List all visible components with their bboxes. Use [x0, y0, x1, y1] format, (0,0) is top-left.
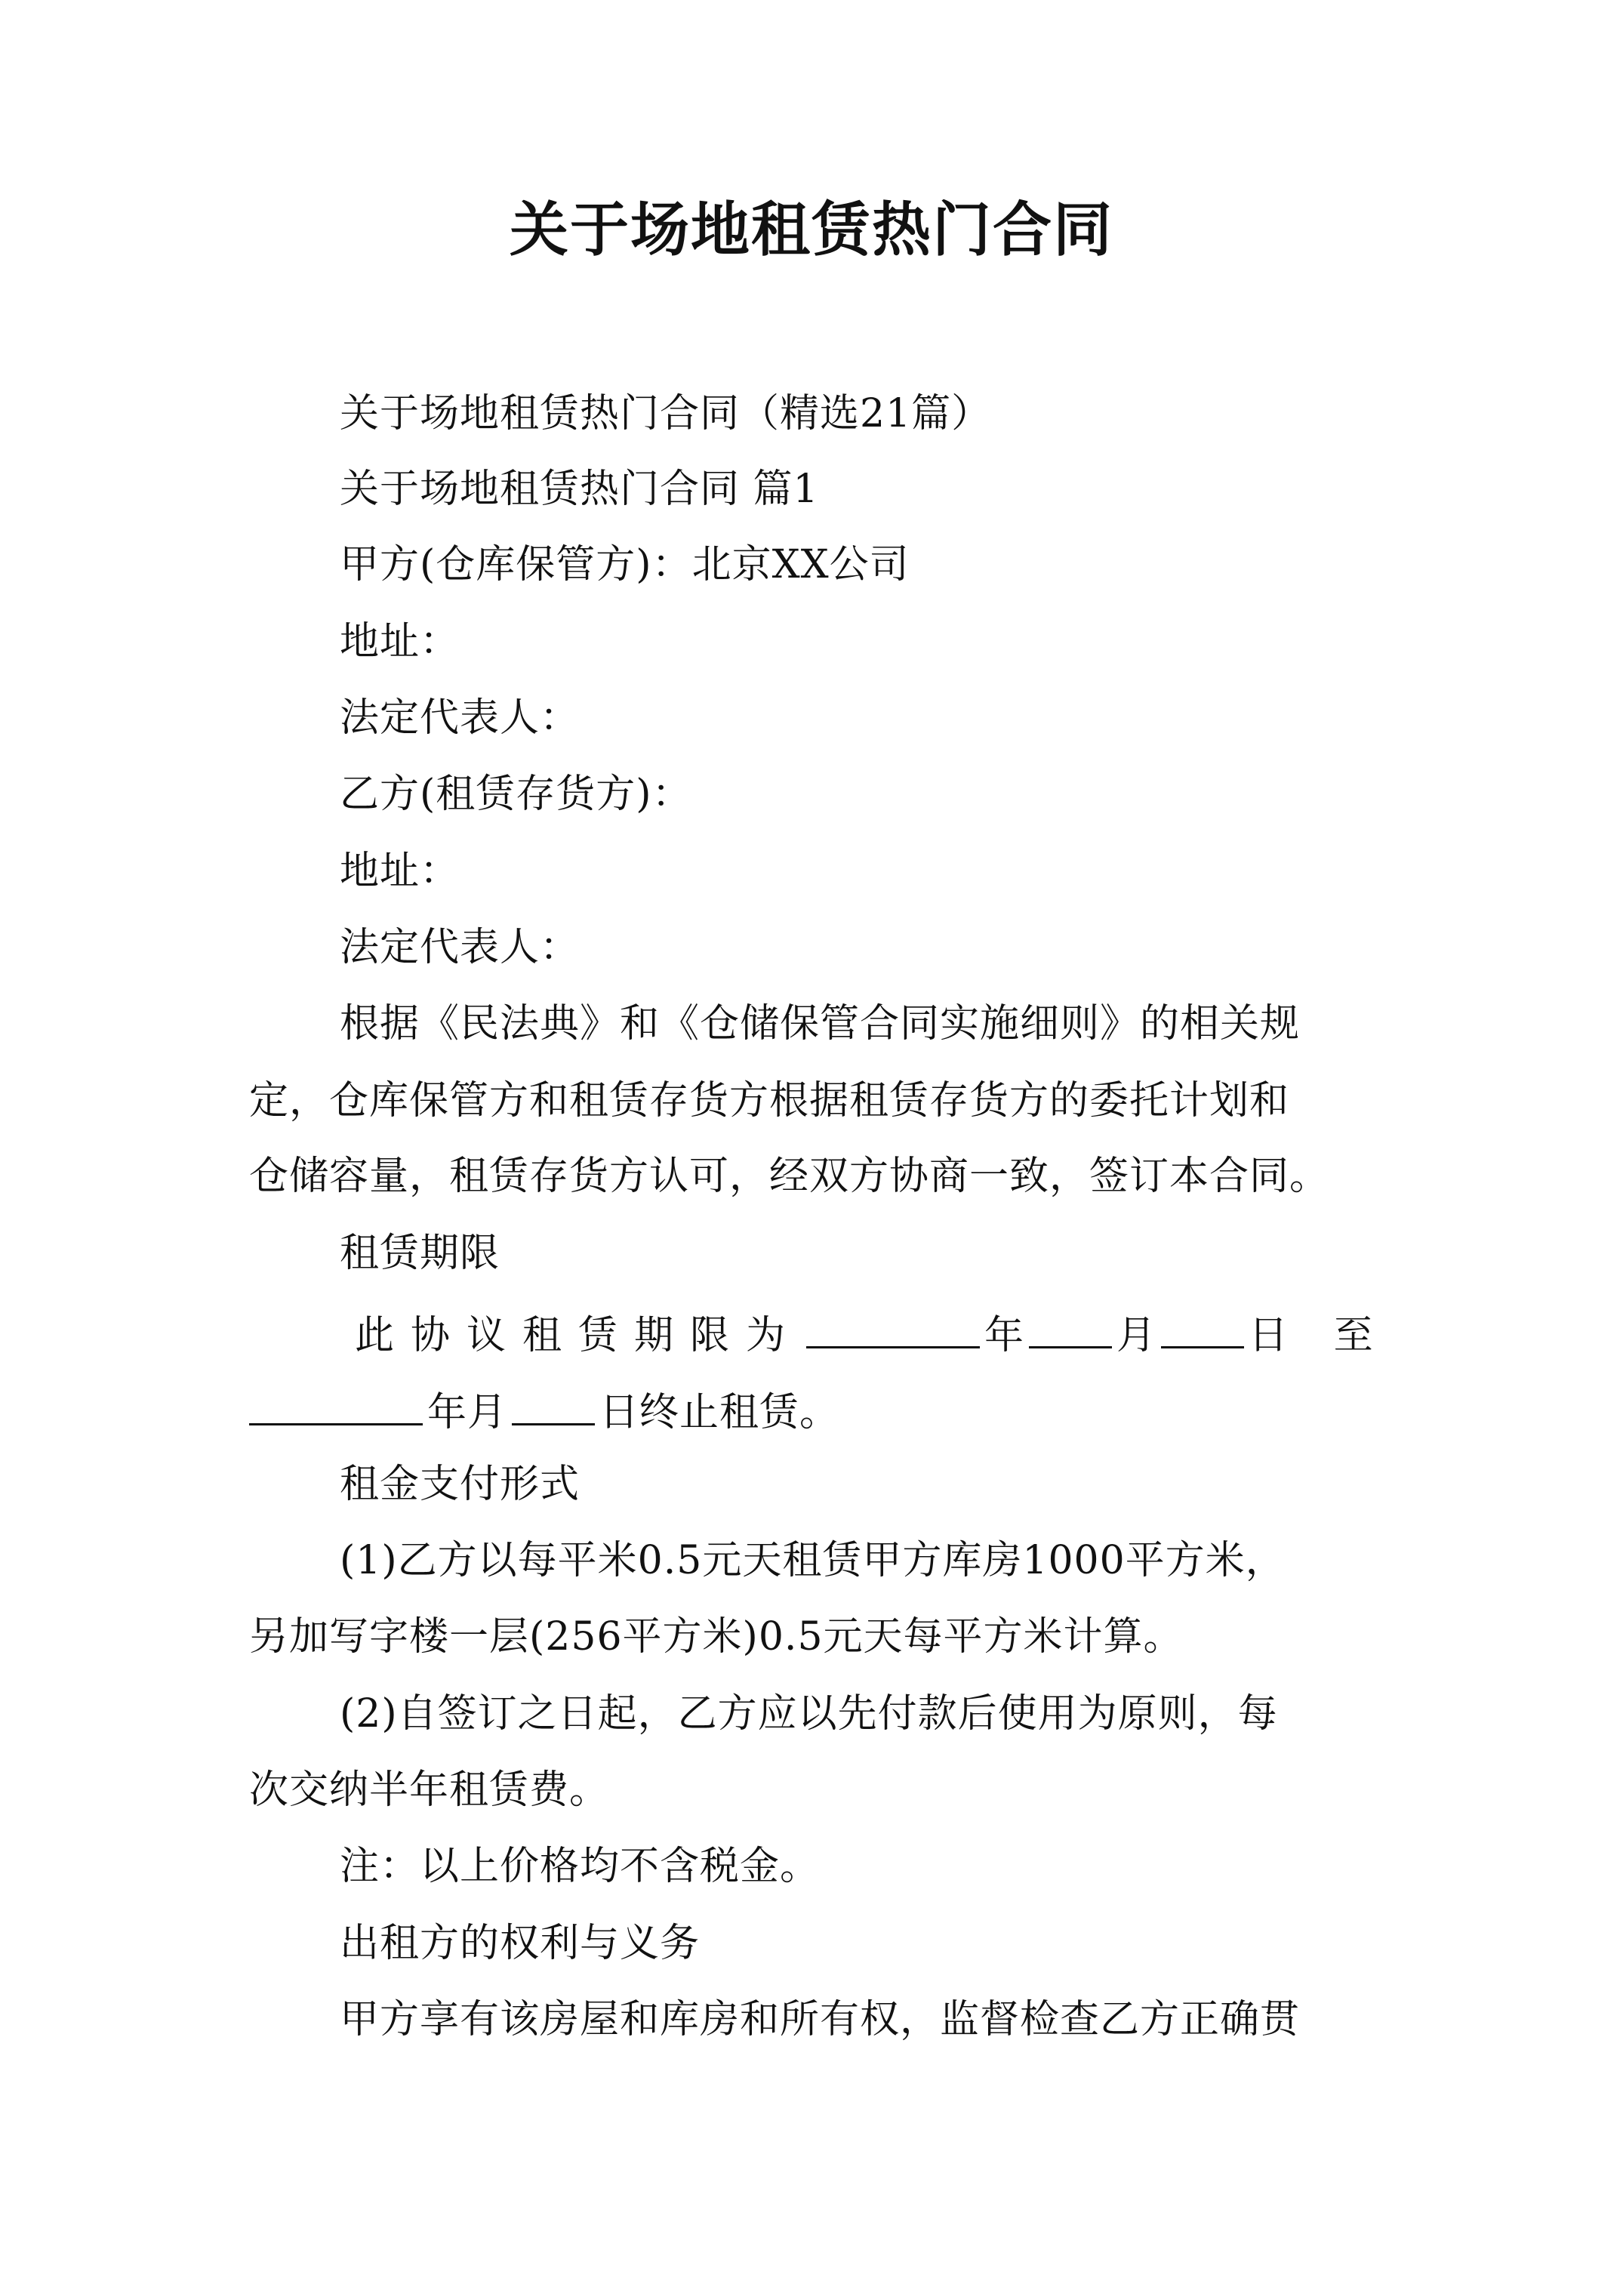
party-a-address: 地址： [340, 619, 460, 664]
party-b-representative: 法定代表人： [340, 925, 581, 970]
section-heading-lessor: 出租方的权利与义务 [340, 1921, 701, 1966]
preamble-line-2: 定，仓库保管方和租赁存货方根据租赁存货方的委托计划和 [249, 1078, 1290, 1123]
term-text-1: 此协议租赁期限为 [355, 1313, 802, 1358]
chapter-heading: 关于场地租赁热门合同 篇1 [340, 467, 819, 512]
year-blank [806, 1307, 980, 1348]
payment-clause-2b: 次交纳半年租赁费。 [249, 1767, 610, 1813]
party-a-representative: 法定代表人： [340, 695, 581, 741]
day-to-label: 日 至 [1249, 1313, 1390, 1358]
preamble-line-3: 仓储容量，租赁存货方认可，经双方协商一致，签订本合同。 [249, 1154, 1330, 1199]
lessor-clause-1: 甲方享有该房屋和库房和所有权，监督检查乙方正确贯 [340, 1997, 1301, 2042]
month-label: 月 [1116, 1313, 1157, 1358]
payment-clause-1a: (1)乙方以每平米0.5元天租赁甲方库房1000平方米， [340, 1538, 1286, 1583]
payment-clause-1b: 另加写字楼一层(256平方米)0.5元天每平方米计算。 [249, 1614, 1184, 1660]
section-heading-term: 租赁期限 [340, 1231, 500, 1276]
tax-note: 注：以上价格均不含税金。 [340, 1844, 821, 1889]
term-line-2 [249, 1384, 839, 1436]
month-blank [1029, 1307, 1112, 1348]
document-subtitle: 关于场地租赁热门合同（精选21篇） [340, 391, 992, 436]
end-text: 日终止租赁。 [599, 1390, 840, 1435]
party-b-address: 地址： [340, 849, 460, 894]
payment-clause-2a: (2)自签订之日起，乙方应以先付款后使用为原则，每 [340, 1691, 1278, 1737]
section-heading-payment: 租金支付形式 [340, 1462, 581, 1507]
day-blank [1161, 1307, 1244, 1348]
party-a-line: 甲方(仓库保管方)：北京XX公司 [340, 542, 910, 587]
term-line-1 [355, 1307, 1390, 1359]
end-year-month-label: 年月 [427, 1390, 508, 1435]
end-day-blank [512, 1384, 595, 1425]
party-b-line: 乙方(租赁存货方)： [340, 772, 692, 817]
end-year-blank [249, 1384, 423, 1425]
document-title: 关于场地租赁热门合同 [509, 196, 1113, 264]
year-label: 年 [984, 1313, 1025, 1358]
preamble-line-1: 根据《民法典》和《仓储保管合同实施细则》的相关规 [340, 1001, 1301, 1046]
